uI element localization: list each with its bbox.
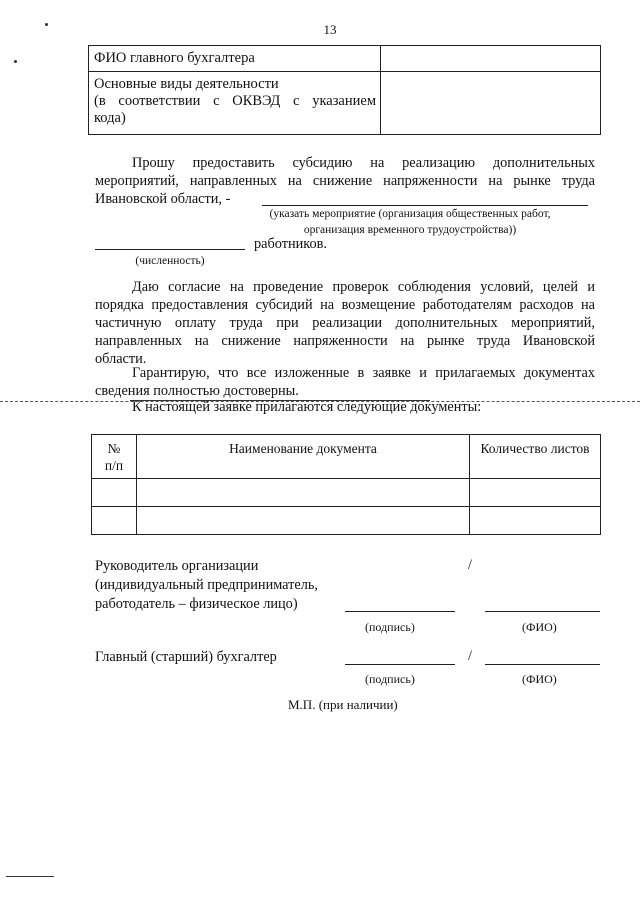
activity-types-value[interactable] <box>381 72 601 135</box>
stamp-label: М.П. (при наличии) <box>288 697 398 712</box>
activity-types-line: кода) <box>94 110 126 126</box>
guarantee-line: сведения полностью достоверны. <box>95 383 299 399</box>
activity-types-line: (в соответствии с ОКВЭД с указанием <box>94 93 376 109</box>
row-number-cell[interactable] <box>92 479 137 507</box>
consent-line: частичную оплату труда при реализации дополнительных мероприятий, <box>95 315 595 331</box>
scan-speck <box>45 23 48 26</box>
head-label-line: Руководитель организации <box>95 558 259 574</box>
consent-line: направленных на снижение напряженности на рынке труда Ивановской <box>95 333 595 349</box>
accountant-signature-line[interactable] <box>345 664 455 665</box>
row-document-cell[interactable] <box>137 507 470 535</box>
chief-accountant-label: ФИО главного бухгалтера <box>89 46 381 72</box>
request-line: Прошу предоставить субсидию на реализацию дополнительных <box>132 155 595 171</box>
head-signature-hint: (подпись) <box>365 620 415 634</box>
head-name-line[interactable] <box>485 611 600 612</box>
activity-hint-line: (указать мероприятие (организация общественных работ, <box>269 208 551 220</box>
quantity-input-line[interactable] <box>95 249 245 250</box>
guarantee-paragraph <box>95 364 595 400</box>
request-line: мероприятий, направленных на снижение напряженности на рынке труда <box>95 173 595 189</box>
accountant-slash: / <box>468 648 472 664</box>
header-number-line: № <box>107 441 121 456</box>
consent-paragraph <box>95 278 595 368</box>
quantity-hint: (численность) <box>135 255 205 267</box>
guarantee-line: Гарантирую, что все изложенные в заявке и прилагаемых документах <box>132 365 595 381</box>
table-row <box>92 479 601 507</box>
head-name-hint: (ФИО) <box>522 620 557 634</box>
accountant-name-hint: (ФИО) <box>522 672 557 686</box>
request-paragraph <box>95 154 595 208</box>
header-sheet-count: Количество листов <box>470 435 601 479</box>
head-label-line: (индивидуальный предприниматель, <box>95 577 318 593</box>
activity-hint-line: организация временного трудоустройства)) <box>303 224 517 236</box>
accountant-label: Главный (старший) бухгалтер <box>95 649 277 665</box>
accountant-signature-hint: (подпись) <box>365 672 415 686</box>
scan-speck <box>14 60 17 63</box>
organization-info-table <box>88 45 601 135</box>
attachments-intro: К настоящей заявке прилагаются следующие документы: <box>132 399 482 415</box>
page-number: 13 <box>323 22 337 37</box>
activity-types-label <box>89 72 381 135</box>
head-signature-label <box>95 557 318 614</box>
row-sheets-cell[interactable] <box>470 507 601 535</box>
head-slash: / <box>468 557 472 573</box>
accountant-name-line[interactable] <box>485 664 600 665</box>
header-number <box>92 435 137 479</box>
consent-line: порядка предоставления субсидий на возмещение работодателям расходов на <box>95 297 595 313</box>
head-signature-line[interactable] <box>345 611 455 612</box>
workers-label: работников. <box>254 236 327 252</box>
row-document-cell[interactable] <box>137 479 470 507</box>
chief-accountant-value[interactable] <box>381 46 601 72</box>
row-sheets-cell[interactable] <box>470 479 601 507</box>
request-line: Ивановской области, - <box>95 191 231 207</box>
activity-types-line: Основные виды деятельности <box>94 76 279 92</box>
activity-hint <box>240 206 580 238</box>
row-number-cell[interactable] <box>92 507 137 535</box>
consent-line: области. <box>95 351 147 367</box>
head-label-line: работодатель – физическое лицо) <box>95 596 298 612</box>
footnote-line <box>6 876 54 877</box>
header-document-name: Наименование документа <box>137 435 470 479</box>
header-number-line: п/п <box>104 458 124 473</box>
consent-line: Даю согласие на проведение проверок соблюдения условий, целей и <box>132 279 595 295</box>
table-row <box>92 507 601 535</box>
documents-table <box>91 434 601 535</box>
